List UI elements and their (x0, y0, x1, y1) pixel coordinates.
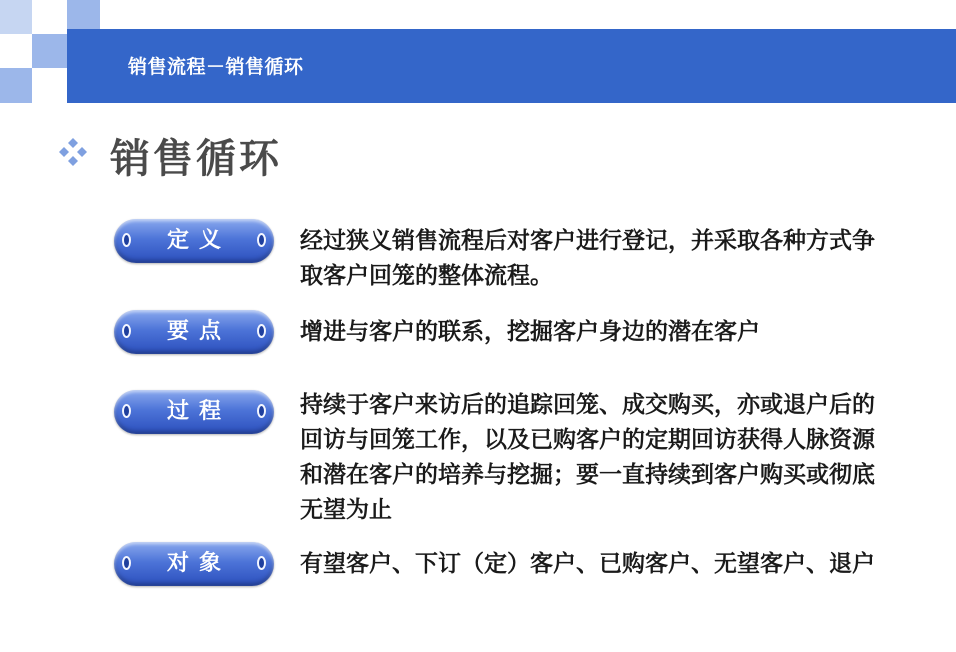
target-text: 有望客户、下订（定）客户、已购客户、无望客户、退户 (300, 551, 875, 577)
pill-target (114, 542, 274, 586)
decor-square (0, 0, 32, 34)
decor-square (0, 68, 32, 103)
pill-key-points (114, 310, 274, 354)
pill-dot (122, 233, 131, 247)
process-text: 持续于客户来访后的追踪回笼、成交购买，亦或退户后的回访与回笼工作，以及已购客户的定期回访获得人脉资源和潜在客户的培养与挖掘；要一直持续到客户购买或彻底无望为止 (300, 392, 875, 523)
pill-process (114, 390, 274, 434)
pill-label: 过程 (166, 399, 231, 424)
pill-dot (257, 404, 266, 418)
pill-dot (122, 556, 131, 570)
header-title: 销售流程－销售循环 (128, 56, 304, 78)
decor-square (32, 34, 67, 68)
pill-dot (122, 404, 131, 418)
pill-label: 要点 (166, 319, 231, 344)
definition-text: 经过狭义销售流程后对客户进行登记，并采取各种方式争取客户回笼的整体流程。 (300, 228, 875, 289)
pill-dot (257, 556, 266, 570)
section-heading: 销售循环 (110, 136, 282, 182)
key-points-text: 增进与客户的联系，挖掘客户身边的潜在客户 (300, 319, 760, 345)
pill-dot (257, 233, 266, 247)
pill-dot (257, 324, 266, 338)
pill-dot (122, 324, 131, 338)
pill-label: 定义 (166, 228, 231, 253)
diamond-cluster-icon (58, 137, 88, 167)
pill-definition (114, 219, 274, 263)
pill-label: 对象 (166, 551, 231, 576)
